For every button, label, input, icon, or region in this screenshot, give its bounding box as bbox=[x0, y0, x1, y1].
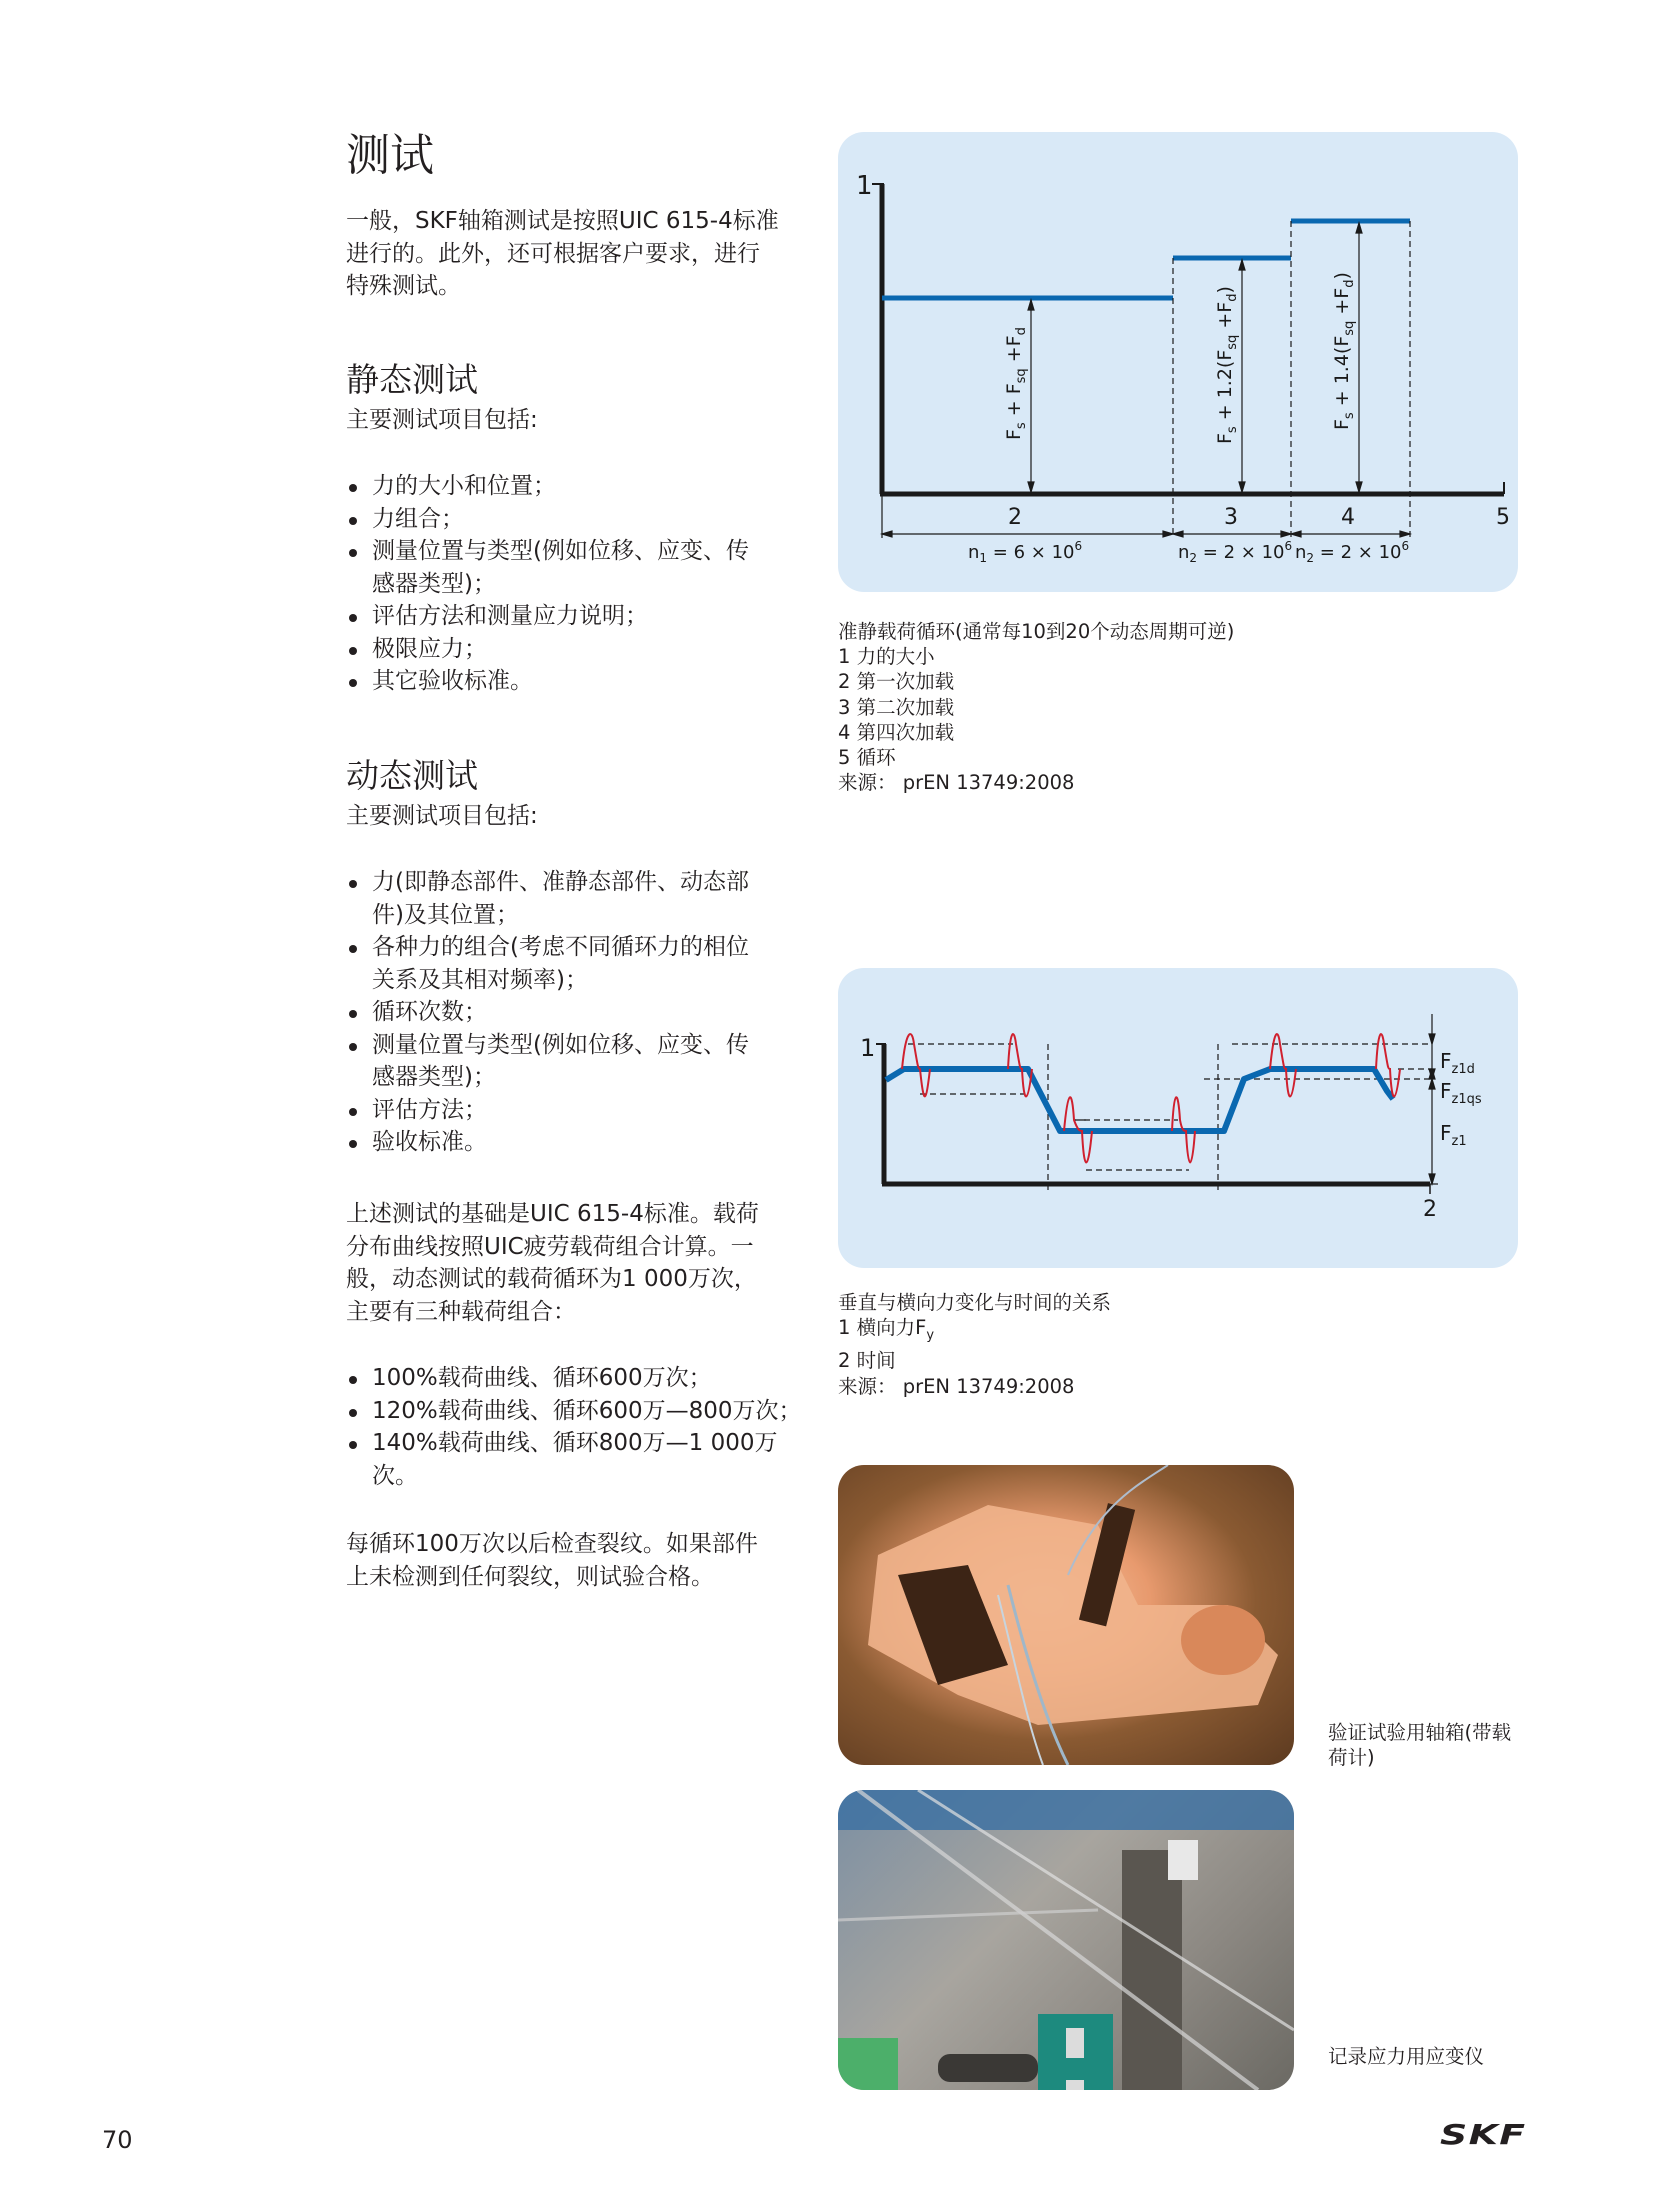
list-item: 评估方法； bbox=[346, 1094, 816, 1127]
figure2-panel bbox=[838, 968, 1518, 1268]
figure2-caption-title: 垂直与横向力变化与时间的关系 bbox=[838, 1291, 1112, 1314]
y-axis-label-1: 1 bbox=[860, 1034, 876, 1062]
segment-label-3: 3 bbox=[1224, 505, 1238, 530]
segment-label-2: 2 bbox=[1008, 505, 1022, 530]
formula-step-2: $F_s + 1.2(F_{sq} +F_d)$ bbox=[1214, 286, 1240, 444]
closing-paragraph: 每循环100万次以后检查裂纹。如果部件 上未检测到任何裂纹，则试验合格。 bbox=[346, 1531, 758, 1590]
axlebox-photo-caption: 验证试验用轴箱(带载 荷计) bbox=[1328, 1721, 1512, 1770]
skf-logo: SKF bbox=[1440, 2118, 1527, 2151]
label-fz1: $F_{z1}$ bbox=[1440, 1121, 1467, 1149]
quasi-static-load-line bbox=[886, 1069, 1393, 1131]
list-item: 力的大小和位置； bbox=[346, 470, 816, 503]
figure2-caption-line1: 1 横向力$F_y$ bbox=[838, 1316, 935, 1344]
strain-gauge-photo-caption: 记录应力用应变仪 bbox=[1328, 2045, 1485, 2068]
label-fz1qs: $F_{z1qs}$ bbox=[1440, 1079, 1482, 1107]
list-item: 验收标准。 bbox=[346, 1126, 816, 1159]
cycles-n2-a: $n_2 = 2 \times 10^6$ bbox=[1178, 539, 1293, 565]
list-item: 测量位置与类型(例如位移、应变、传 感器类型)； bbox=[346, 1029, 816, 1094]
cycles-n1: $n_1 = 6 \times 10^6$ bbox=[968, 539, 1083, 565]
dynamic-test-list bbox=[346, 866, 816, 1159]
list-item: 100%载荷曲线、循环600万次； bbox=[346, 1362, 816, 1395]
list-item: 力组合； bbox=[346, 503, 816, 536]
y-axis-label-1: 1 bbox=[856, 171, 873, 201]
figure2-caption: 垂直与横向力变化与时间的关系 1 横向力$F_y$ 2 时间 来源： prEN 13749:2008 bbox=[838, 1291, 1112, 1398]
figure1-panel bbox=[838, 132, 1518, 592]
dynamic-test-heading: 动态测试 bbox=[346, 756, 478, 795]
list-item: 140%载荷曲线、循环800万—1 000万 次。 bbox=[346, 1427, 816, 1492]
intro-paragraph bbox=[346, 205, 816, 303]
static-test-lead: 主要测试项目包括: bbox=[346, 407, 538, 433]
strain-gauge-illustration bbox=[838, 1790, 1294, 2090]
basis-paragraph: 上述测试的基础是UIC 615-4标准。载荷 分布曲线按照UIC疲劳载荷组合计算。一 般，动态测试的载荷循环为1 000万次， 主要有三种载荷组合： bbox=[346, 1201, 759, 1325]
intro-line: 进行的。此外，还可根据客户要求，进行 bbox=[346, 240, 760, 267]
list-item: 测量位置与类型(例如位移、应变、传 感器类型)； bbox=[346, 535, 816, 600]
force-time-chart bbox=[838, 968, 1518, 1268]
load-combination-list bbox=[346, 1362, 816, 1492]
intro-line: 一般，SKF轴箱测试是按照UIC 615-4标准 bbox=[346, 208, 779, 234]
load-step-chart bbox=[838, 132, 1518, 592]
static-test-heading: 静态测试 bbox=[346, 360, 478, 399]
axlebox-photo bbox=[838, 1465, 1294, 1765]
list-item: 极限应力； bbox=[346, 633, 816, 666]
dynamic-test-lead: 主要测试项目包括: bbox=[346, 803, 538, 829]
label-fz1d: $F_{z1d}$ bbox=[1440, 1049, 1475, 1077]
page-number: 70 bbox=[102, 2126, 133, 2154]
axlebox-illustration bbox=[838, 1465, 1294, 1765]
x-axis-label-5: 5 bbox=[1496, 505, 1510, 530]
list-item: 力(即静态部件、准静态部件、动态部 件)及其位置； bbox=[346, 866, 816, 931]
figure1-caption-title: 准静载荷循环(通常每10到20个动态周期可逆) bbox=[838, 620, 1235, 643]
list-item: 循环次数； bbox=[346, 996, 816, 1029]
intro-line: 特殊测试。 bbox=[346, 273, 461, 299]
strain-gauge-photo bbox=[838, 1790, 1294, 2090]
x-axis-label-2: 2 bbox=[1423, 1197, 1437, 1222]
figure1-caption: 准静载荷循环(通常每10到20个动态周期可逆) 1 力的大小 2 第一次加载 3 第二次加载 4 第四次加载 5 循环 来源： prEN 13749:2008 bbox=[838, 620, 1235, 795]
formula-step-1: $F_s + F_{sq} +F_d$ bbox=[1003, 327, 1029, 440]
static-test-list bbox=[346, 470, 816, 698]
segment-label-4: 4 bbox=[1341, 505, 1355, 530]
cycles-n2-b: $n_2 = 2 \times 10^6$ bbox=[1295, 539, 1410, 565]
list-item: 评估方法和测量应力说明； bbox=[346, 600, 816, 633]
formula-step-3: $F_s + 1.4(F_{sq} +F_d)$ bbox=[1331, 272, 1357, 430]
list-item: 其它验收标准。 bbox=[346, 665, 816, 698]
page-title: 测试 bbox=[346, 130, 434, 181]
list-item: 各种力的组合(考虑不同循环力的相位 关系及其相对频率)； bbox=[346, 931, 816, 996]
list-item: 120%载荷曲线、循环600万—800万次； bbox=[346, 1395, 816, 1428]
